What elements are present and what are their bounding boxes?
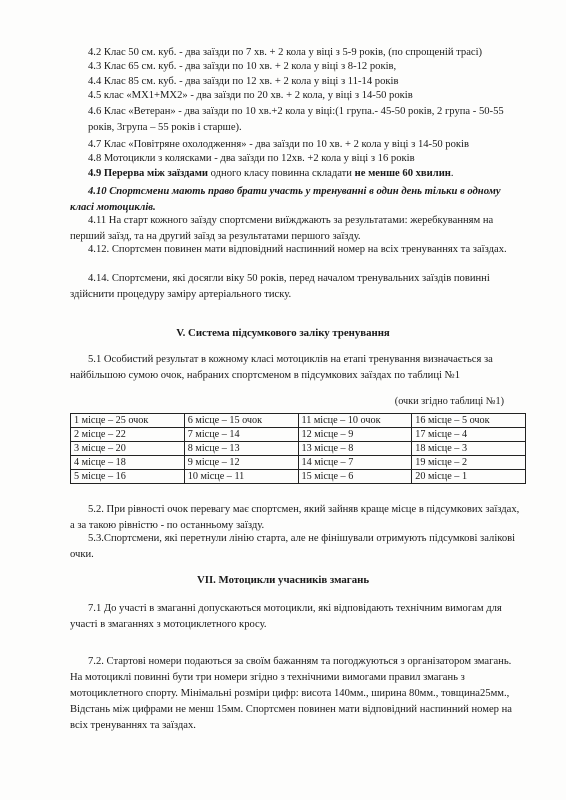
break-duration: не менше 60 хвилин <box>354 167 451 179</box>
list-item: 4.6 Клас «Ветеран» - два заїзди по 10 хв.+2 кола у віці:(1 група.- 45-50 років, 2 група - 50-55 років, 3група – 55 років і старше). <box>88 106 504 133</box>
table-cell: 7 місце – 14 <box>184 428 298 442</box>
table-cell: 16 місце – 5 очок <box>412 414 526 428</box>
table-cell: 17 місце – 4 <box>412 428 526 442</box>
break-end: . <box>450 167 454 179</box>
table-cell: 6 місце – 15 очок <box>184 414 298 428</box>
table-note: (очки згідно таблиці №1) <box>394 396 504 407</box>
table-cell: 19 місце – 2 <box>412 456 526 470</box>
section-vii-title: VII. Мотоцикли учасників змагань <box>196 574 370 586</box>
table-cell: 8 місце – 13 <box>184 442 298 456</box>
table-cell: 1 місце – 25 очок <box>71 414 185 428</box>
table-cell: 5 місце – 16 <box>71 470 185 484</box>
list-item: 4.5 клас «MX1+MX2» - два заїзди по 20 хв. + 2 кола, у віці з 14-50 років <box>88 90 413 102</box>
table-cell: 2 місце – 22 <box>71 428 185 442</box>
table-row <box>71 470 526 484</box>
table-cell: 11 місце – 10 очок <box>298 414 412 428</box>
table-cell: 12 місце – 9 <box>298 428 412 442</box>
paragraph-5-2: 5.2. При рівності очок перевагу має спортсмен, який зайняв краще місце в підсумкових заїздах, а за такою рівністю - по останньому заїзду. <box>70 504 520 531</box>
section-v-title: V. Система підсумкового заліку тренування <box>176 327 390 339</box>
list-item: 4.3 Клас 65 см. куб. - два заїзди по 10 хв. + 2 кола у віці з 8-12 років, <box>88 61 397 73</box>
paragraph-7-1: 7.1 До участі в змаганні допускаються мотоцикли, які відповідають технічним вимогам для участі в змаганнях з мотоциклетного кросу. <box>70 603 502 630</box>
table-cell: 18 місце – 3 <box>412 442 526 456</box>
table-cell: 10 місце – 11 <box>184 470 298 484</box>
table-row <box>71 428 526 442</box>
table-row <box>71 414 526 428</box>
paragraph-5-1: 5.1 Особистий результат в кожному класі мотоциклів на етапі тренування визначається за найбільшою сумою очок, набраних спортсменом в підсумкових заїздах по таблиці №1 <box>70 354 493 381</box>
class-list <box>88 46 523 104</box>
list-item: 4.4 Клас 85 см. куб. - два заїзди по 12 хв. + 2 кола у віці з 11-14 років <box>88 75 399 87</box>
list-item: 4.8 Мотоцикли з колясками - два заїзди по 12хв. +2 кола у віці з 16 років <box>88 153 415 165</box>
paragraph-7-2: 7.2. Стартові номери подаються за своїм бажанням та погоджуються з організатором змагань. На мотоциклі повинні бути три номери згідно з технічними вимогами правил змагань з мотоциклетного спорту. Мінімальні розміри цифр: висота 140мм., ширина 80мм., товщина25мм., Відстань між цифрами не менш 15мм. Спортсмен повинен мати відповідний наспинний номер на всіх тренуваннях та заїздах. <box>70 656 512 731</box>
list-item-break <box>88 167 523 181</box>
table-cell: 14 місце – 7 <box>298 456 412 470</box>
break-label: 4.9 Перерва між заїздами <box>88 167 209 179</box>
table-cell: 4 місце – 18 <box>71 456 185 470</box>
score-table <box>70 413 526 484</box>
list-item: 4.7 Клас «Повітряне охолодження» - два заїзди по 10 хв. + 2 кола у віці з 14-50 років <box>88 139 469 150</box>
paragraph-4-14: 4.14. Спортсмени, які досягли віку 50 років, перед началом тренувальних заїздів повинні здійснити процедуру заміру артеріального тиску. <box>70 273 490 300</box>
break-text: одного класу повинна складати <box>208 167 355 179</box>
table-cell: 13 місце – 8 <box>298 442 412 456</box>
list-item: 4.2 Клас 50 см. куб. - два заїзди по 7 хв. + 2 кола у віці з 5-9 років, (по спрощеній трасі) <box>88 47 483 58</box>
paragraph-4-12: 4.12. Спортсмен повинен мати відповідний наспинний номер на всіх тренуваннях та заїздах. <box>88 244 507 255</box>
table-cell: 9 місце – 12 <box>184 456 298 470</box>
paragraph-4-10: 4.10 Спортсмени мають право брати участь у тренуванні в один день тільки в одному класі мотоциклів. <box>70 186 501 213</box>
paragraph-5-3: 5.3.Спортсмени, які перетнули лінію старта, але не фінішували отримують підсумкові залікові очки. <box>70 533 516 560</box>
table-row <box>71 456 526 470</box>
paragraph-4-11: 4.11 На старт кожного заїзду спортсмени виїжджають за результатами: жеребкуванням на перший заїзд, та на другий заїзд за результатами першого заїзду. <box>70 215 494 242</box>
table-cell: 20 місце – 1 <box>412 470 526 484</box>
table-cell: 15 місце – 6 <box>298 470 412 484</box>
class-list-continued <box>88 138 523 181</box>
table-row <box>71 442 526 456</box>
table-cell: 3 місце – 20 <box>71 442 185 456</box>
